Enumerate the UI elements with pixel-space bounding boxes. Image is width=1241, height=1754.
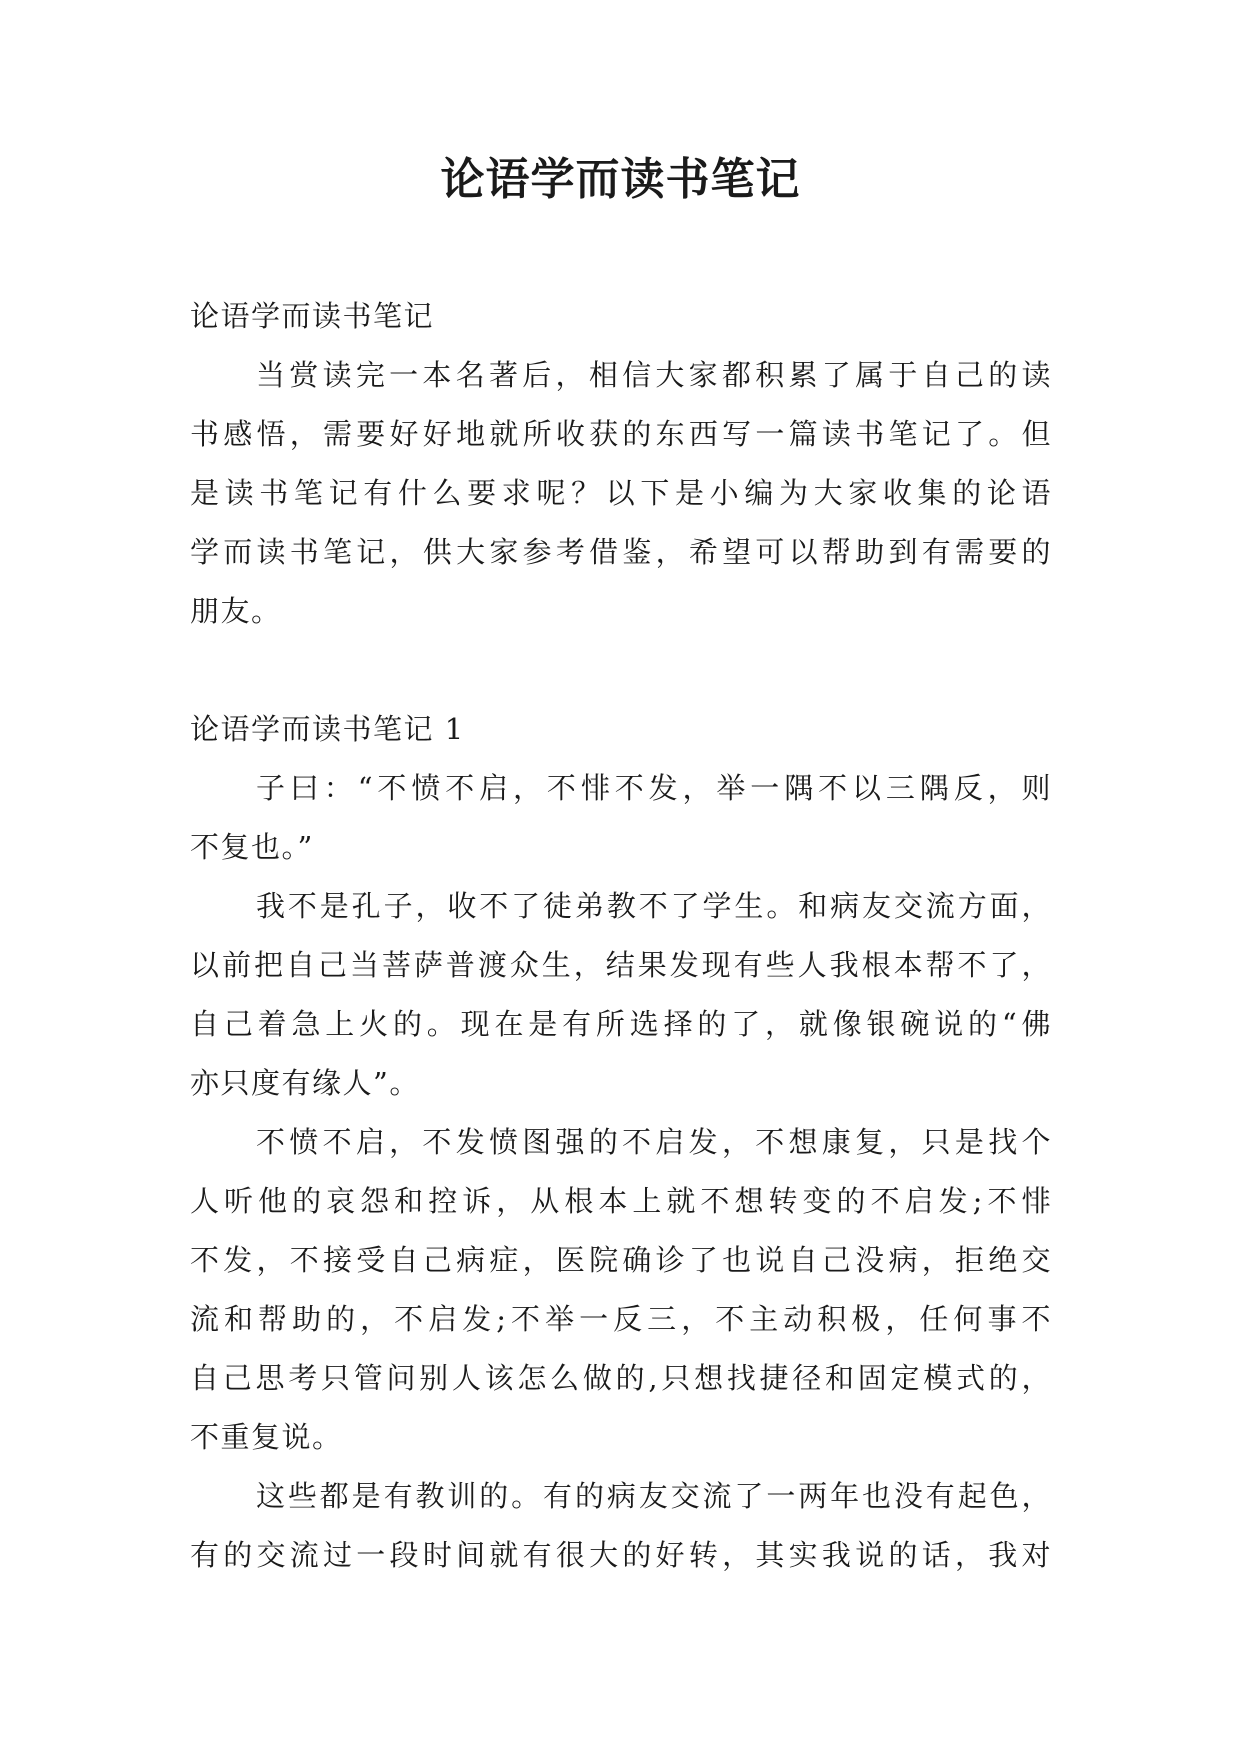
intro-line: 学而读书笔记，供大家参考借鉴，希望可以帮助到有需要的 bbox=[190, 535, 1052, 569]
paragraph-line: 我不是孔子，收不了徒弟教不了学生。和病友交流方面， bbox=[256, 889, 1052, 923]
paragraph-line: 以前把自己当菩萨普渡众生，结果发现有些人我根本帮不了， bbox=[190, 948, 1052, 982]
section-heading: 论语学而读书笔记 1 bbox=[190, 712, 465, 746]
document-title: 论语学而读书笔记 bbox=[440, 154, 801, 205]
paragraph-line: 人听他的哀怨和控诉，从根本上就不想转变的不启发;不悱 bbox=[190, 1184, 1052, 1218]
intro-line: 朋友。 bbox=[190, 594, 282, 628]
paragraph-line: 有的交流过一段时间就有很大的好转，其实我说的话，我对 bbox=[190, 1538, 1052, 1572]
paragraph-line: 流和帮助的，不启发;不举一反三，不主动积极，任何事不 bbox=[190, 1302, 1052, 1336]
document-body bbox=[190, 287, 1052, 1585]
paragraph-line: 不重复说。 bbox=[190, 1420, 343, 1454]
paragraph-line: 亦只度有缘人”。 bbox=[190, 1066, 420, 1100]
paragraph-line: 不复也。” bbox=[190, 830, 314, 864]
paragraph-line: 子曰：“不愤不启，不悱不发，举一隅不以三隅反，则 bbox=[256, 771, 1052, 805]
intro-heading: 论语学而读书笔记 bbox=[190, 299, 435, 333]
paragraph-line: 自己思考只管问别人该怎么做的,只想找捷径和固定模式的， bbox=[190, 1361, 1052, 1395]
paragraph-line: 自己着急上火的。现在是有所选择的了，就像银碗说的“佛 bbox=[190, 1007, 1052, 1041]
intro-line: 书感悟，需要好好地就所收获的东西写一篇读书笔记了。但 bbox=[190, 417, 1052, 451]
paragraph-line: 不愤不启，不发愤图强的不启发，不想康复，只是找个 bbox=[256, 1125, 1052, 1159]
intro-line: 当赏读完一本名著后，相信大家都积累了属于自己的读 bbox=[256, 358, 1052, 392]
paragraph-line: 这些都是有教训的。有的病友交流了一两年也没有起色， bbox=[256, 1479, 1052, 1513]
paragraph-line: 不发，不接受自己病症，医院确诊了也说自己没病，拒绝交 bbox=[190, 1243, 1052, 1277]
section-spacer bbox=[190, 641, 1052, 700]
intro-line: 是读书笔记有什么要求呢？以下是小编为大家收集的论语 bbox=[190, 476, 1052, 510]
